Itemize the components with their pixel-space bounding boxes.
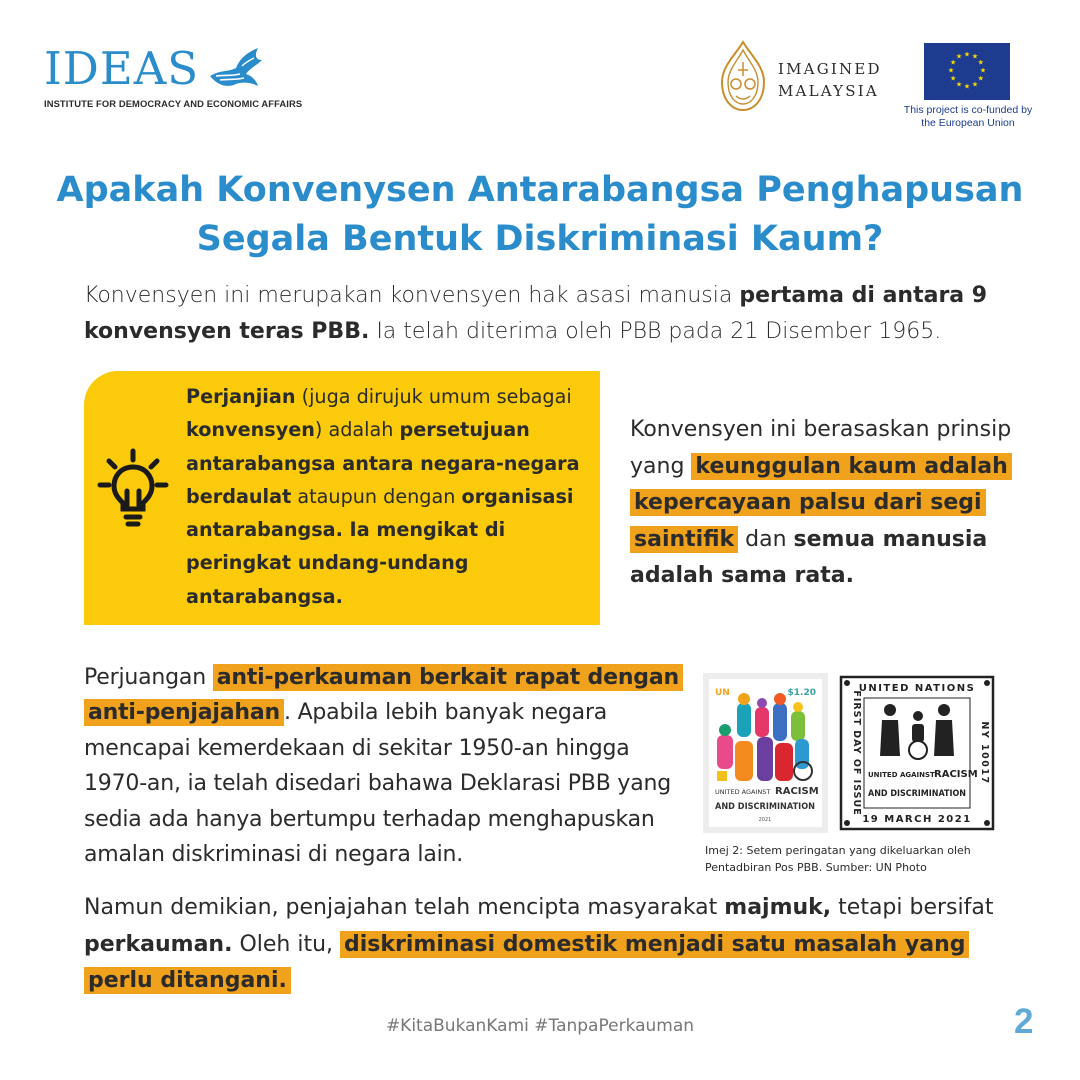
imagined-malaysia-logo <box>778 58 882 102</box>
svg-text:★: ★ <box>947 66 955 75</box>
title-line2: Segala Bentuk Diskriminasi Kaum? <box>196 219 884 259</box>
def-text-2: ) adalah <box>314 418 400 442</box>
stamp-caption <box>705 843 1005 876</box>
colonial-text-1: Perjuangan <box>84 665 213 690</box>
closing-text-3: Oleh itu, <box>232 931 341 957</box>
colonial-highlight: anti-perkauman berkait rapat dengan anti-penjajahan <box>84 664 683 726</box>
stamp1-line1: UNITED AGAINST <box>715 788 771 796</box>
principle-bold: semua manusia adalah sama rata. <box>630 526 988 588</box>
malaysia-line: MALAYSIA <box>778 82 879 100</box>
caption-line2: Pentadbiran Pos PBB. Sumber: UN Photo <box>705 860 927 874</box>
stamp2-line2: RACISM <box>934 769 978 780</box>
svg-text:★: ★ <box>955 52 963 61</box>
svg-text:★: ★ <box>955 80 963 89</box>
hashtags: #KitaBukanKami #TanpaPerkauman <box>385 1016 695 1036</box>
stamp2-right: NY 10017 <box>979 721 990 785</box>
stamp1-year: 2021 <box>758 817 772 823</box>
lightbulb-icon <box>97 447 169 529</box>
page-number: 2 <box>1014 1002 1034 1041</box>
intro-text-1: Konvensyen ini merupakan konvensyen hak asasi manusia <box>84 283 740 308</box>
closing-paragraph <box>84 890 1024 1000</box>
svg-text:★: ★ <box>977 58 984 67</box>
eu-note-line1: This project is co-funded by <box>903 104 1033 116</box>
def-bold-3: persetujuan antarabangsa antara negara-negara berdaulat <box>186 418 580 508</box>
svg-text:★: ★ <box>963 50 971 59</box>
svg-text:★: ★ <box>979 66 987 75</box>
closing-bold-2: perkauman. <box>84 931 233 957</box>
stamp2-left: FIRST DAY OF ISSUE <box>851 690 862 816</box>
stamp1-un: UN <box>715 688 730 698</box>
stamp2-line1: UNITED AGAINST <box>868 771 935 779</box>
ideas-logo-text: IDEAS <box>44 42 200 95</box>
eu-note-line2: the European Union <box>921 116 1015 129</box>
colonial-text-2: . Apabila lebih banyak negara mencapai kemerdekaan di sekitar 1950-an hingga 1970-an, ia telah disedari bahawa Deklarasi PBB yang sedia ada hanya bertumpu terhadap menghapuskan amalan diskriminasi di negara lain. <box>84 700 671 868</box>
stamp-first-day <box>838 674 996 832</box>
def-text-1: (juga dirujuk umum sebagai <box>295 385 572 408</box>
page-title <box>40 166 1040 264</box>
svg-text:★: ★ <box>950 58 957 67</box>
eu-flag-icon <box>924 43 1010 100</box>
stamp2-top: UNITED NATIONS <box>858 683 976 694</box>
stamp-colorful <box>703 673 828 833</box>
svg-text:★: ★ <box>971 80 979 89</box>
principle-paragraph <box>630 412 1050 595</box>
closing-highlight: diskriminasi domestik menjadi satu masalah yang perlu ditangani. <box>84 931 969 995</box>
principle-highlight: keunggulan kaum adalah kepercayaan palsu dari segi saintifik <box>630 453 1012 553</box>
imagined-line: IMAGINED <box>778 60 882 78</box>
stamp1-price: $1.20 <box>787 688 816 698</box>
intro-text-2: Ia telah diterima oleh PBB pada 21 Disember 1965. <box>369 319 942 344</box>
def-bold-1: Perjanjian <box>186 385 296 408</box>
intro-paragraph <box>84 278 1044 350</box>
def-bold-2: konvensyen <box>186 418 315 442</box>
closing-bold-1: majmuk, <box>724 895 832 920</box>
intro-bold: pertama di antara 9 konvensyen teras PBB. <box>84 283 988 344</box>
svg-text:★: ★ <box>971 52 979 61</box>
bird-icon <box>206 42 266 94</box>
definition-text <box>186 380 596 613</box>
wayang-kulit-icon <box>718 40 768 112</box>
principle-text-1: Konvensyen ini berasaskan prinsip yang <box>630 417 1012 479</box>
closing-text-2: tetapi bersifat <box>831 895 994 920</box>
def-text-3: ataupun dengan <box>291 484 462 508</box>
stamp1-line3: AND DISCRIMINATION <box>715 802 815 812</box>
svg-text:★: ★ <box>977 74 984 83</box>
title-line1: Apakah Konvenysen Antarabangsa Penghapusan <box>56 170 1024 210</box>
stamp2-date: 19 MARCH 2021 <box>862 814 972 825</box>
stamp1-line2: RACISM <box>775 786 819 797</box>
principle-text-2: dan <box>738 526 794 552</box>
def-bold-4: organisasi antarabangsa. Ia mengikat di peringkat undang-undang antarabangsa. <box>186 484 574 608</box>
stamp2-line3: AND DISCRIMINATION <box>868 789 966 799</box>
ideas-full-name: INSTITUTE FOR DEMOCRACY AND ECONOMIC AFFAIRS <box>44 98 303 109</box>
eu-cofunded-note <box>894 104 1042 129</box>
svg-text:★: ★ <box>950 74 957 83</box>
colonial-paragraph <box>84 660 694 872</box>
closing-text-1: Namun demikian, penjajahan telah mencipta masyarakat <box>84 895 725 920</box>
svg-text:★: ★ <box>963 82 971 91</box>
caption-line1: Imej 2: Setem peringatan yang dikeluarkan oleh <box>705 844 971 857</box>
